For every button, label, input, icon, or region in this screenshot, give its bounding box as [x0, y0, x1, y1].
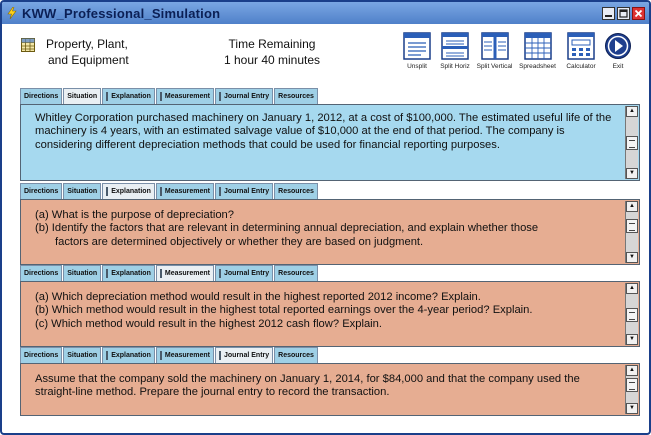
tab-explanation[interactable] [102, 183, 155, 199]
scrollbar[interactable] [625, 201, 638, 263]
tab-marker [106, 187, 108, 196]
tab-directions[interactable]: Directions [20, 183, 62, 199]
situation-content [20, 104, 640, 181]
tab-marker [160, 269, 162, 278]
tab-journal-entry[interactable] [215, 183, 273, 199]
tab-explanation[interactable] [102, 265, 155, 281]
topic-title [46, 36, 129, 68]
tab-situation[interactable]: Situation [63, 88, 101, 104]
tab-label: Journal Entry [224, 352, 270, 359]
maximize-icon [619, 9, 628, 18]
tab-situation[interactable]: Situation [63, 347, 101, 363]
calculator-label: Calculator [566, 63, 596, 70]
tab-measurement[interactable] [156, 183, 214, 199]
scrollbar[interactable] [625, 365, 638, 414]
tab-journal-entry[interactable] [215, 265, 273, 281]
tab-resources[interactable]: Resources [274, 347, 318, 363]
tab-situation[interactable]: Situation [63, 183, 101, 199]
tab-bar [20, 88, 319, 104]
tab-directions[interactable]: Directions [20, 265, 62, 281]
scrollbar[interactable] [625, 283, 638, 345]
tab-marker [219, 187, 221, 196]
tab-label: Explanation [111, 188, 151, 195]
measurement-text [35, 291, 619, 331]
tab-marker [160, 92, 162, 101]
exit-arrow-icon [604, 32, 632, 60]
explanation-content [20, 199, 640, 265]
split-vertical-label: Split Vertical [476, 63, 513, 70]
question-a: (a) Which depreciation method would result in the highest reported 2012 income? Explain. [35, 291, 481, 303]
exit-label: Exit [612, 63, 624, 70]
minimize-icon [604, 9, 613, 18]
unsplit-label: Unsplit [407, 63, 427, 70]
tab-situation[interactable]: Situation [63, 265, 101, 281]
split-horiz-label: Split Horiz [440, 63, 470, 70]
scroll-down-arrow-icon[interactable]: ▼ [626, 334, 638, 345]
scrollbar[interactable] [625, 106, 638, 179]
question-b: (b) Identify the factors that are relevant in determining annual depreciation, and explain whether those [35, 222, 539, 235]
tab-marker [106, 92, 108, 101]
tab-directions[interactable]: Directions [20, 347, 62, 363]
tab-bar [20, 347, 319, 363]
tab-resources[interactable]: Resources [274, 88, 318, 104]
scroll-down-arrow-icon[interactable]: ▼ [626, 252, 638, 263]
question-b: (b) Which method would result in the highest total reported earnings over the 4-year period? Explain. [35, 304, 533, 317]
tab-label: Journal Entry [224, 93, 270, 100]
tab-measurement[interactable] [156, 88, 214, 104]
topic-line-2: and Equipment [48, 53, 129, 67]
tab-measurement[interactable] [156, 347, 214, 363]
tab-measurement[interactable] [156, 265, 214, 281]
table-grid-icon [21, 38, 35, 52]
unsplit-icon [403, 32, 431, 60]
tab-label: Measurement [164, 352, 211, 359]
topic-line-1: Property, Plant, [46, 37, 128, 51]
split-vertical-button[interactable] [474, 32, 515, 70]
measurement-content [20, 281, 640, 347]
time-remaining-value: 1 hour 40 minutes [223, 53, 321, 67]
tab-marker [219, 351, 221, 360]
tab-marker [219, 269, 221, 278]
scroll-thumb[interactable] [626, 378, 638, 392]
tab-label: Measurement [164, 188, 211, 195]
scroll-thumb[interactable] [626, 136, 638, 150]
tab-label: Explanation [111, 270, 151, 277]
tab-label: Measurement [164, 270, 211, 277]
close-button[interactable] [632, 7, 645, 20]
tab-marker [160, 351, 162, 360]
time-remaining [212, 36, 332, 68]
split-horizontal-icon [441, 32, 469, 60]
spreadsheet-icon [524, 32, 552, 60]
window-title: KWW_Professional_Simulation [22, 5, 221, 21]
title-bar[interactable] [2, 2, 649, 24]
journal-entry-text: Assume that the company sold the machinery on January 1, 2014, for $84,000 and that the company used the straight-line method. Prepare the journal entry to record the transaction. [35, 373, 580, 399]
split-horiz-button[interactable] [436, 32, 474, 70]
window-controls [602, 7, 645, 20]
exit-button[interactable] [602, 32, 634, 70]
tab-marker [160, 187, 162, 196]
calculator-icon [567, 32, 595, 60]
minimize-button[interactable] [602, 7, 615, 20]
tab-label: Journal Entry [224, 270, 270, 277]
tab-explanation[interactable] [102, 347, 155, 363]
scroll-down-arrow-icon[interactable]: ▼ [626, 403, 638, 414]
tab-label: Measurement [164, 93, 211, 100]
tab-marker [106, 351, 108, 360]
scroll-down-arrow-icon[interactable]: ▼ [626, 168, 638, 179]
tab-explanation[interactable] [102, 88, 155, 104]
tab-resources[interactable]: Resources [274, 183, 318, 199]
toolbar [398, 32, 634, 70]
scroll-thumb[interactable] [626, 219, 638, 233]
bolt-icon [6, 7, 18, 19]
tab-journal-entry[interactable] [215, 88, 273, 104]
tab-directions[interactable]: Directions [20, 88, 62, 104]
tab-marker [219, 92, 221, 101]
tab-marker [106, 269, 108, 278]
split-vertical-icon [481, 32, 509, 60]
maximize-button[interactable] [617, 7, 630, 20]
tab-bar [20, 183, 319, 199]
spreadsheet-button[interactable] [515, 32, 560, 70]
calculator-button[interactable] [560, 32, 602, 70]
close-icon [634, 9, 643, 18]
question-a: (a) What is the purpose of depreciation? [35, 209, 234, 221]
tab-journal-entry[interactable] [215, 347, 273, 363]
scroll-up-arrow-icon[interactable]: ▲ [626, 106, 638, 117]
question-b-continued: factors are determined objectively or whether they are based on judgment. [55, 235, 424, 248]
tab-label: Journal Entry [224, 188, 270, 195]
tab-label: Explanation [111, 93, 151, 100]
explanation-text [35, 209, 619, 249]
tab-bar [20, 265, 319, 281]
scroll-up-arrow-icon[interactable]: ▲ [626, 365, 638, 376]
scroll-thumb[interactable] [626, 308, 638, 322]
journal-entry-content [20, 363, 640, 416]
scroll-up-arrow-icon[interactable]: ▲ [626, 283, 638, 294]
scroll-up-arrow-icon[interactable]: ▲ [626, 201, 638, 212]
tab-label: Explanation [111, 352, 151, 359]
situation-text: Whitley Corporation purchased machinery on January 1, 2012, at a cost of $100,000. The estimated useful life of the machinery is 4 years, with an estimated salvage value of $10,000 at the end of that period. The company is considering different depreciation methods that could be used for financial reporting purposes. [35, 112, 612, 151]
tab-resources[interactable]: Resources [274, 265, 318, 281]
time-remaining-label: Time Remaining [228, 37, 316, 51]
header [2, 24, 649, 80]
question-c: (c) Which method would result in the highest 2012 cash flow? Explain. [35, 317, 382, 330]
unsplit-button[interactable] [398, 32, 436, 70]
spreadsheet-label: Spreadsheet [519, 63, 556, 70]
